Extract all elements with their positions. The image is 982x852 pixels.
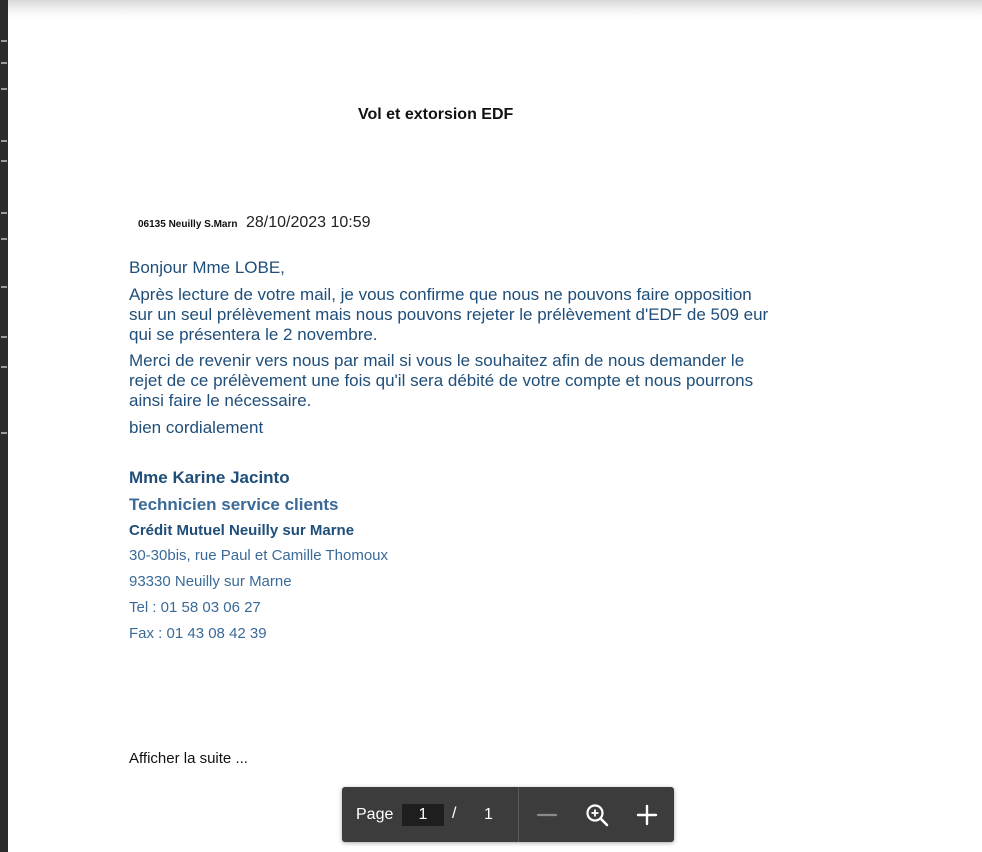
signature-bank: Crédit Mutuel Neuilly sur Marne <box>129 522 355 539</box>
top-shadow <box>8 0 982 18</box>
email-sender: 06135 Neuilly S.Marn <box>138 219 238 230</box>
email-datetime: 28/10/2023 10:59 <box>245 214 371 231</box>
signature-tel: Tel : 01 58 03 06 27 <box>129 599 261 616</box>
paragraph-line: sur un seul prélèvement mais nous pouvons rejeter le prélèvement d'EDF de 509 eur <box>129 305 769 324</box>
signature-name: Mme Karine Jacinto <box>129 468 290 487</box>
paragraph-line: qui se présentera le 2 novembre. <box>129 325 378 344</box>
toolbar-divider <box>518 787 519 842</box>
zoom-fit-button[interactable] <box>583 801 611 829</box>
email-meta <box>138 214 371 232</box>
background-window-edge <box>0 0 8 852</box>
minus-icon <box>533 801 561 829</box>
paragraph-line: Merci de revenir vers nous par mail si vous le souhaitez afin de nous demander le <box>129 351 745 370</box>
page-number-input[interactable] <box>402 804 444 826</box>
plus-icon <box>633 801 661 829</box>
paragraph-line: Après lecture de votre mail, je vous confirme que nous ne pouvons faire opposition <box>129 285 752 304</box>
paragraph-line: ainsi faire le nécessaire. <box>129 391 312 410</box>
email-paragraph-1 <box>129 285 768 345</box>
page-label: Page <box>356 806 394 823</box>
zoom-out-button[interactable] <box>533 801 561 829</box>
show-more-link[interactable]: Afficher la suite ... <box>129 750 248 767</box>
email-subject: Vol et extorsion EDF <box>358 106 514 123</box>
total-pages: 1 <box>484 806 493 823</box>
page-separator: / <box>452 805 457 822</box>
signature-address: 30-30bis, rue Paul et Camille Thomoux <box>129 547 389 564</box>
signature-city: 93330 Neuilly sur Marne <box>129 573 292 590</box>
document-page <box>8 18 982 852</box>
signature-role: Technicien service clients <box>129 495 339 514</box>
zoom-in-button[interactable] <box>633 801 661 829</box>
email-paragraph-2 <box>129 351 753 411</box>
email-greeting: Bonjour Mme LOBE, <box>129 258 285 277</box>
email-closing: bien cordialement <box>129 418 264 437</box>
zoom-magnifier-icon <box>583 801 611 829</box>
paragraph-line: rejet de ce prélèvement une fois qu'il sera débité de votre compte et nous pourrons <box>129 371 754 390</box>
signature-fax: Fax : 01 43 08 42 39 <box>129 625 267 642</box>
pdf-toolbar <box>342 787 674 842</box>
